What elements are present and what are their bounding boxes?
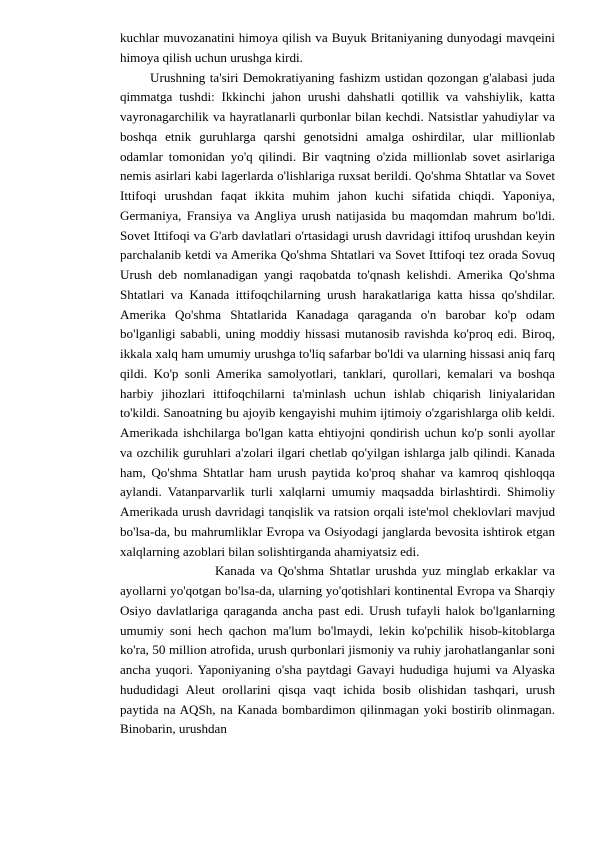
- paragraph-2: Urushning ta'siri Demokratiyaning fashizm ustidan qozongan g'alabasi juda qimmatga tushdi: Ikkinchi jahon urushi dahshatli qotillik va vahshiylik, katta vayronagarchilik va hayratlanarli qurbonlar bilan kechdi. Natsistlar yahudiylar va boshqa etnik guruhlarga qarshi genotsidni amalga oshirdilar, ular millionlab odamlar tomonidan yo'q qilindi. Bir vaqtning o'zida millionlab sovet asirlariga nemis asirlari kabi lagerlarda o'lishlariga ruxsat berildi. Qo'shma Shtatlar va Sovet Ittifoqi urushdan faqat ikkita muhim jahon kuchi sifatida chiqdi. Yaponiya, Germaniya, Fransiya va Angliya urush natijasida bu maqomdan mahrum bo'ldi. Sovet Ittifoqi va G'arb davlatlari o'rtasidagi urush davridagi ittifoq urushdan keyin parchalanib ketdi va Amerika Qo'shma Shtatlari va Sovet Ittifoqi tez orada Sovuq Urush deb nomlanadigan yangi raqobatda to'qnash kelishdi. Amerika Qo'shma Shtatlari va Kanada ittifoqchilarning urush harakatlariga katta hissa qo'shdilar. Amerika Qo'shma Shtatlarida Kanadaga qaraganda o'n barobar ko'p odam bo'lganligi sababli, uning moddiy hissasi mutanosib ravishda ko'proq edi. Biroq, ikkala xalq ham umumiy urushga to'liq safarbar bo'ldi va ularning hissasi aniq farq qildi. Ko'p sonli Amerika samolyotlari, tanklari, qurollari, kemalari va boshqa harbiy jihozlari ittifoqchilarni ta'minlash uchun ishlab chiqarish liniyalaridan to'kildi. Sanoatning bu ajoyib kengayishi muhim ijtimoiy o'zgarishlarga olib keldi. Amerikada ishchilarga bo'lgan katta ehtiyojni qondirish uchun ko'p sonli ayollar va ozchilik guruhlari a'zolari ilgari chetlab qo'yilgan ishlarga jalb qilindi. Kanada ham, Qo'shma Shtatlar ham urush paytida ko'proq shahar va kamroq qishloqqa aylandi. Vatanparvarlik turli xalqlarni umumiy maqsadda birlashtirdi. Shimoliy Amerikada urush davridagi tanqislik va ratsion orqali iste'mol cheklovlari mavjud bo'lsa-da, bu mahrumliklar Evropa va Osiyodagi janglarda bevosita ishtirok etgan xalqlarning azoblari bilan solishtirganda ahamiyatsiz edi.: [120, 69, 555, 559]
- paragraph-1: kuchlar muvozanatini himoya qilish va Buyuk Britaniyaning dunyodagi mavqeini himoya qilish uchun urushga kirdi.: [120, 30, 555, 65]
- paragraph-3: Kanada va Qo'shma Shtatlar urushda yuz minglab erkaklar va ayollarni yo'qotgan bo'lsa-da, ularning yo'qotishlari kontinental Evropa va Sharqiy Osiyo davlatlariga qaraganda ancha past edi. Urush tufayli halok bo'lganlarning umumiy soni hech qachon ma'lum bo'lmaydi, lekin ko'pchilik hisob-kitoblarga ko'ra, 50 million atrofida, urush qurbonlari jismoniy va ruhiy jarohatlanganlar soni ancha yuqori. Yaponiyaning o'sha paytdagi Gavayi hududiga hujumi va Alyaska hududidagi Aleut orollarini qisqa vaqt ichida bosib olishidan tashqari, urush paytida na AQSh, na Kanada bombardimon qilinmagan yoki bostirib olinmagan. Binobarin, urushdan: [120, 563, 555, 737]
- document-body: [120, 28, 555, 739]
